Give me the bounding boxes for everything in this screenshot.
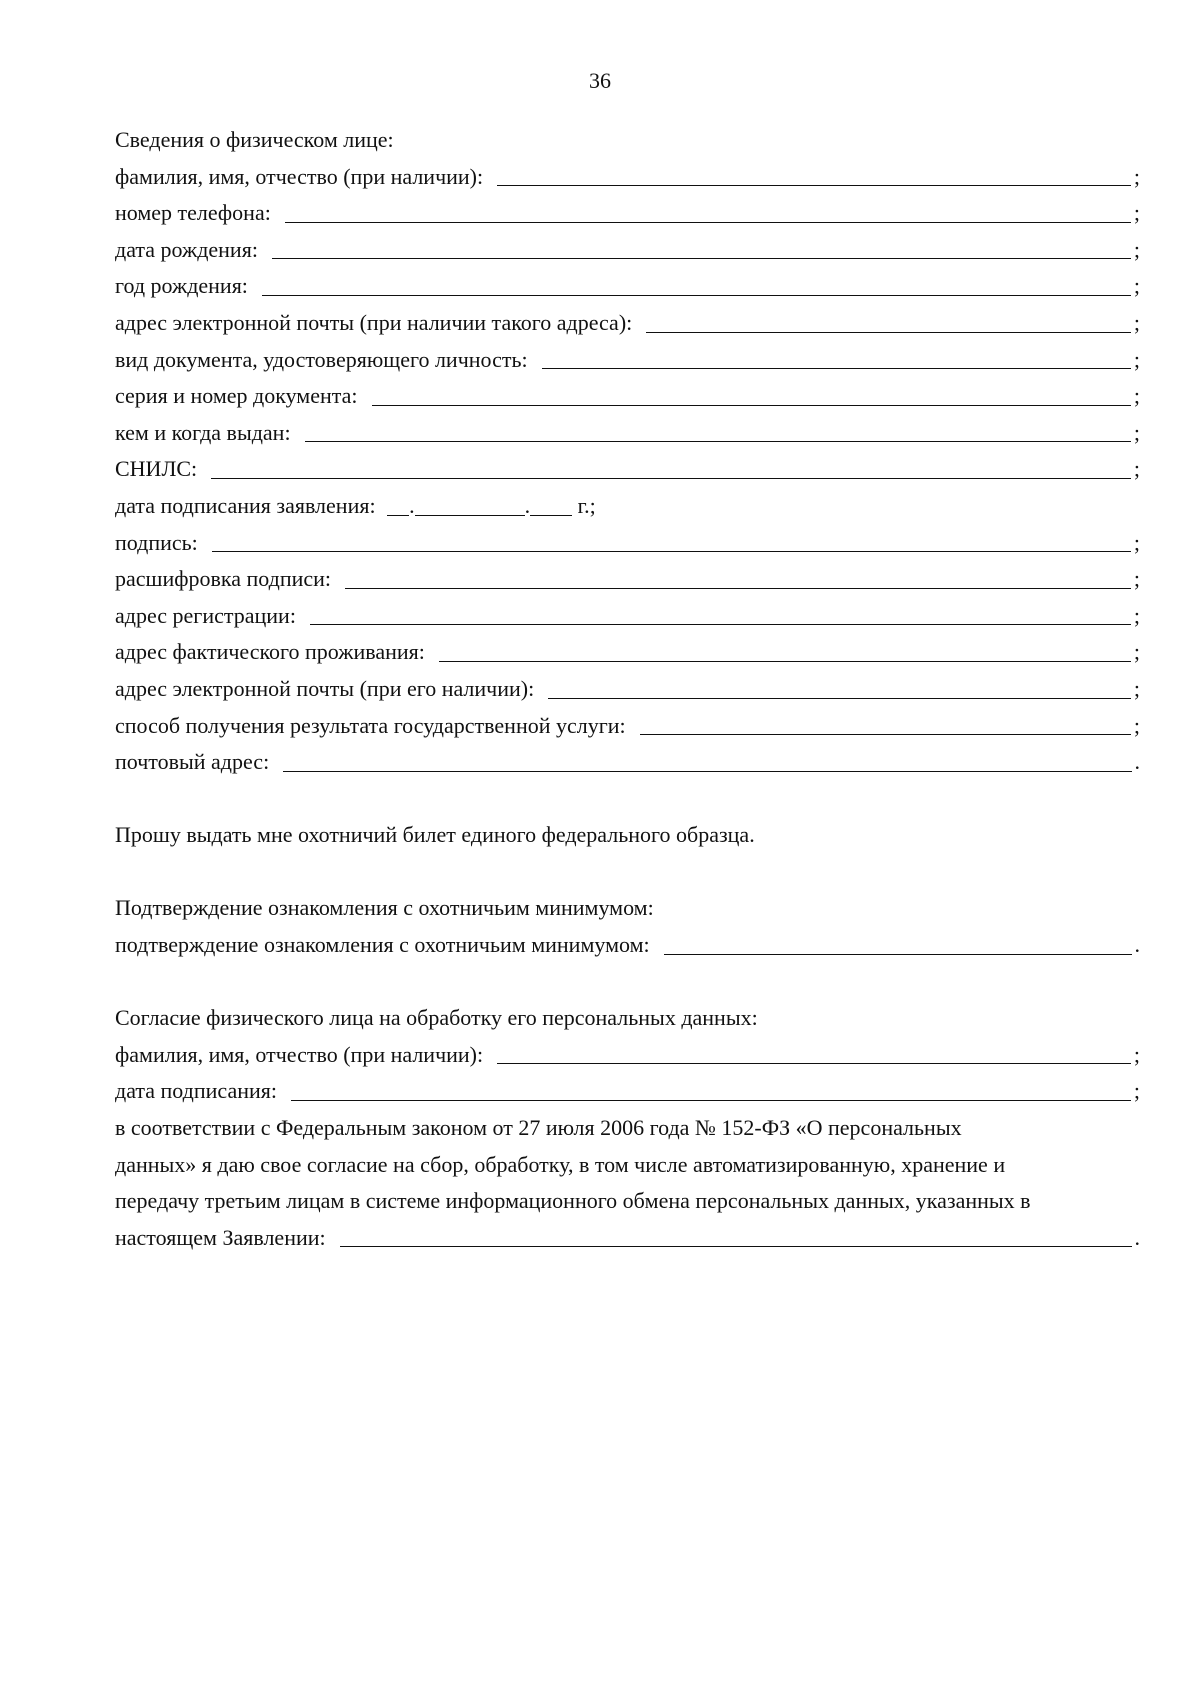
field-label: адрес регистрации:	[115, 602, 296, 628]
fill-line[interactable]	[340, 1245, 1132, 1247]
fill-line[interactable]	[285, 221, 1131, 223]
fill-line[interactable]	[548, 697, 1131, 699]
field-end: ;	[1133, 456, 1140, 482]
field-label: адрес электронной почты (при наличии такого адреса):	[115, 309, 633, 335]
day-blank[interactable]	[387, 514, 409, 516]
date-separator: .	[524, 492, 531, 518]
field-label: дата подписания заявления:	[115, 492, 376, 518]
field-consent-signing-date	[115, 1073, 1140, 1110]
field-id-document-type	[115, 342, 1140, 379]
fill-line[interactable]	[305, 440, 1131, 442]
field-end: ;	[1133, 346, 1140, 372]
field-label: фамилия, имя, отчество (при наличии):	[115, 163, 484, 189]
consent-heading: Согласие физического лица на обработку его персональных данных:	[115, 1005, 758, 1031]
field-label: способ получения результата государственной услуги:	[115, 712, 626, 738]
field-end: ;	[1133, 639, 1140, 665]
spacer	[115, 854, 1140, 891]
consent-text-line: в соответствии с Федеральным законом от 27 июля 2006 года № 152-ФЗ «О персональных	[115, 1115, 962, 1141]
spacer	[115, 964, 1140, 1001]
field-label: дата рождения:	[115, 236, 258, 262]
month-blank[interactable]	[415, 514, 525, 516]
field-label: расшифровка подписи:	[115, 566, 332, 592]
fill-line[interactable]	[439, 660, 1131, 662]
year-blank[interactable]	[530, 514, 572, 516]
field-label: серия и номер документа:	[115, 383, 358, 409]
fill-line[interactable]	[262, 294, 1131, 296]
fill-line[interactable]	[291, 1099, 1131, 1101]
field-registration-address	[115, 598, 1140, 635]
fill-line[interactable]	[542, 367, 1131, 369]
field-result-delivery-method	[115, 708, 1140, 745]
spacer	[115, 781, 1140, 818]
field-birth-year	[115, 268, 1140, 305]
field-postal-address	[115, 744, 1140, 781]
field-email	[115, 305, 1140, 342]
field-end: ;	[1133, 236, 1140, 262]
field-email-2	[115, 671, 1140, 708]
field-birth-date	[115, 232, 1140, 269]
fill-line[interactable]	[212, 550, 1131, 552]
field-full-name	[115, 159, 1140, 196]
fill-line[interactable]	[211, 477, 1131, 479]
field-signing-date	[115, 488, 1140, 525]
field-end: ;	[1133, 419, 1140, 445]
field-end: ;	[1133, 163, 1140, 189]
form-content	[115, 122, 1140, 1256]
field-actual-address	[115, 634, 1140, 671]
field-end: ;	[1133, 383, 1140, 409]
fill-line[interactable]	[283, 770, 1131, 772]
field-end: ;	[1133, 200, 1140, 226]
field-signature	[115, 525, 1140, 562]
field-end: .	[1134, 932, 1140, 958]
field-label: кем и когда выдан:	[115, 419, 291, 445]
field-end: ;	[1133, 1041, 1140, 1067]
field-label: адрес электронной почты (при его наличии):	[115, 675, 535, 701]
field-label: подпись:	[115, 529, 198, 555]
field-document-number	[115, 378, 1140, 415]
field-label: дата подписания:	[115, 1078, 277, 1104]
field-hunting-minimum-confirmation	[115, 927, 1140, 964]
fill-line[interactable]	[272, 257, 1131, 259]
fill-line[interactable]	[310, 623, 1131, 625]
confirmation-heading: Подтверждение ознакомления с охотничьим минимумом:	[115, 895, 654, 921]
field-end: ;	[1133, 1078, 1140, 1104]
field-snils	[115, 451, 1140, 488]
field-end: ;	[1133, 602, 1140, 628]
field-end: .	[1134, 749, 1140, 775]
request-text: Прошу выдать мне охотничий билет единого федерального образца.	[115, 822, 755, 848]
field-issued-by	[115, 415, 1140, 452]
field-label: СНИЛС:	[115, 456, 198, 482]
date-separator: .	[409, 492, 415, 518]
field-end: .	[1134, 1224, 1140, 1250]
field-end: ;	[1133, 566, 1140, 592]
field-end: ;	[1133, 712, 1140, 738]
field-end: ;	[1133, 273, 1140, 299]
field-signature-transcript	[115, 561, 1140, 598]
fill-line[interactable]	[372, 404, 1131, 406]
consent-text-line: передачу третьим лицам в системе информационного обмена персональных данных, указанных в	[115, 1188, 1031, 1214]
consent-text-line: данных» я даю свое согласие на сбор, обработку, в том числе автоматизированную, хранение и	[115, 1151, 1006, 1177]
personal-info-heading: Сведения о физическом лице:	[115, 127, 394, 152]
field-end: ;	[1133, 675, 1140, 701]
fill-line[interactable]	[497, 1062, 1131, 1064]
field-application-data	[115, 1220, 1140, 1257]
fill-line[interactable]	[664, 953, 1132, 955]
field-label: вид документа, удостоверяющего личность:	[115, 346, 528, 372]
field-label: настоящем Заявлении:	[115, 1224, 326, 1250]
fill-line[interactable]	[646, 331, 1131, 333]
field-label: почтовый адрес:	[115, 749, 270, 775]
field-label: адрес фактического проживания:	[115, 639, 425, 665]
fill-line[interactable]	[345, 587, 1131, 589]
field-label: подтверждение ознакомления с охотничьим минимумом:	[115, 932, 650, 958]
fill-line[interactable]	[497, 184, 1131, 186]
fill-line[interactable]	[640, 733, 1131, 735]
field-label: фамилия, имя, отчество (при наличии):	[115, 1041, 484, 1067]
field-label: год рождения:	[115, 273, 248, 299]
field-end: ;	[1133, 529, 1140, 555]
field-end: ;	[1133, 309, 1140, 335]
page-number: 36	[589, 68, 611, 93]
year-suffix: г.;	[577, 492, 596, 518]
field-label: номер телефона:	[115, 200, 271, 226]
field-phone	[115, 195, 1140, 232]
field-consent-full-name	[115, 1037, 1140, 1074]
